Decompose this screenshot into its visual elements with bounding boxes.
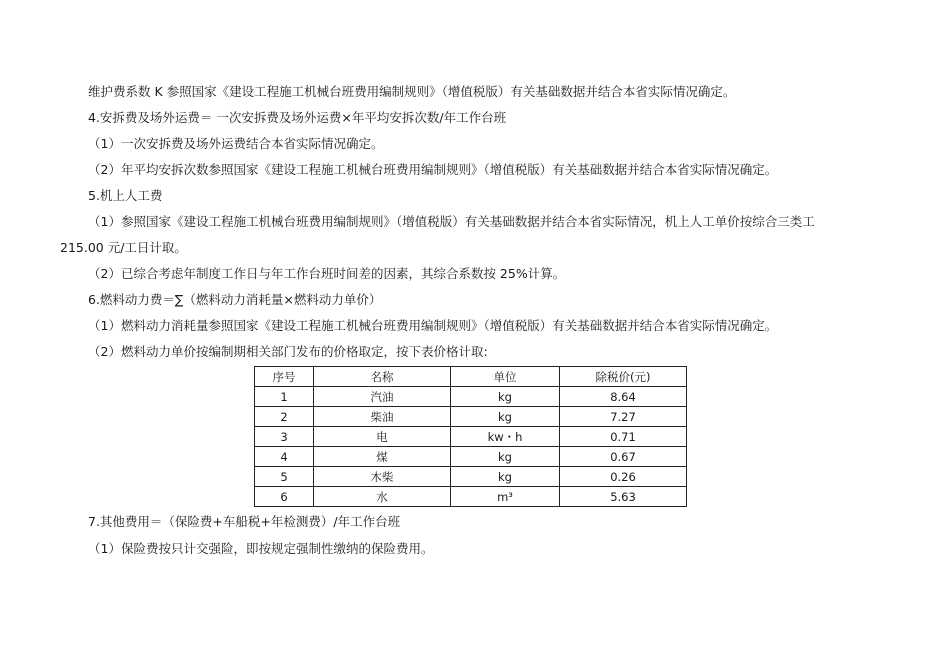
table-cell: 8.64	[560, 387, 687, 407]
heading-other-fees: 7.其他费用＝（保险费+车船税+年检测费）/年工作台班	[88, 514, 401, 529]
table-cell: 5.63	[560, 487, 687, 507]
paragraph-maintenance-coefficient: 维护费系数 K 参照国家《建设工程施工机械台班费用编制规则》（增值税版）有关基础数据并结合本省实际情况确定。	[88, 84, 736, 99]
table-cell: 柴油	[314, 407, 451, 427]
table-cell: kg	[451, 407, 560, 427]
paragraph-fuel-2: （2）燃料动力单价按编制期相关部门发布的价格取定，按下表价格计取:	[88, 344, 488, 359]
table-cell: kg	[451, 467, 560, 487]
column-header: 名称	[314, 367, 451, 387]
table-cell: 6	[255, 487, 314, 507]
table-row	[255, 487, 687, 507]
heading-fuel-fee: 6.燃料动力费＝∑（燃料动力消耗量×燃料动力单价）	[88, 292, 382, 307]
paragraph-installation-2: （2）年平均安拆次数参照国家《建设工程施工机械台班费用编制规则》（增值税版）有关基础数据并结合本省实际情况确定。	[88, 162, 778, 177]
table-cell: 煤	[314, 447, 451, 467]
heading-labor-fee: 5.机上人工费	[88, 188, 163, 203]
table-cell: 1	[255, 387, 314, 407]
paragraph-fuel-1: （1）燃料动力消耗量参照国家《建设工程施工机械台班费用编制规则》（增值税版）有关基础数据并结合本省实际情况确定。	[88, 318, 778, 333]
table-cell: 水	[314, 487, 451, 507]
table-cell: 7.27	[560, 407, 687, 427]
heading-installation-fee: 4.安拆费及场外运费＝ 一次安拆费及场外运费×年平均安拆次数/年工作台班	[88, 110, 507, 125]
table-cell: 0.26	[560, 467, 687, 487]
table-cell: 电	[314, 427, 451, 447]
table-cell: kg	[451, 387, 560, 407]
table-cell: 木柴	[314, 467, 451, 487]
paragraph-other-1: （1）保险费按只计交强险，即按规定强制性缴纳的保险费用。	[88, 541, 434, 556]
paragraph-labor-2: （2）已综合考虑年制度工作日与年工作台班时间差的因素，其综合系数按 25%计算。	[88, 266, 566, 281]
table-header-row	[255, 367, 687, 387]
paragraph-labor-1-cont: 215.00 元/工日计取。	[60, 240, 187, 255]
table-cell: 2	[255, 407, 314, 427]
paragraph-installation-1: （1）一次安拆费及场外运费结合本省实际情况确定。	[88, 136, 384, 151]
column-header: 序号	[255, 367, 314, 387]
paragraph-labor-1: （1）参照国家《建设工程施工机械台班费用编制规则》（增值税版）有关基础数据并结合本省实际情况，机上人工单价按综合三类工	[88, 214, 815, 229]
table-cell: kg	[451, 447, 560, 467]
column-header: 单位	[451, 367, 560, 387]
column-header: 除税价(元)	[560, 367, 687, 387]
table-cell: 3	[255, 427, 314, 447]
table-cell: 0.71	[560, 427, 687, 447]
fuel-price-table	[254, 366, 687, 507]
table-row	[255, 387, 687, 407]
table-cell: 4	[255, 447, 314, 467]
table-row	[255, 467, 687, 487]
table-cell: 0.67	[560, 447, 687, 467]
table-cell: 汽油	[314, 387, 451, 407]
table-row	[255, 447, 687, 467]
table-cell: 5	[255, 467, 314, 487]
table-row	[255, 407, 687, 427]
table-cell: kw・h	[451, 427, 560, 447]
table-cell: m³	[451, 487, 560, 507]
table-row	[255, 427, 687, 447]
